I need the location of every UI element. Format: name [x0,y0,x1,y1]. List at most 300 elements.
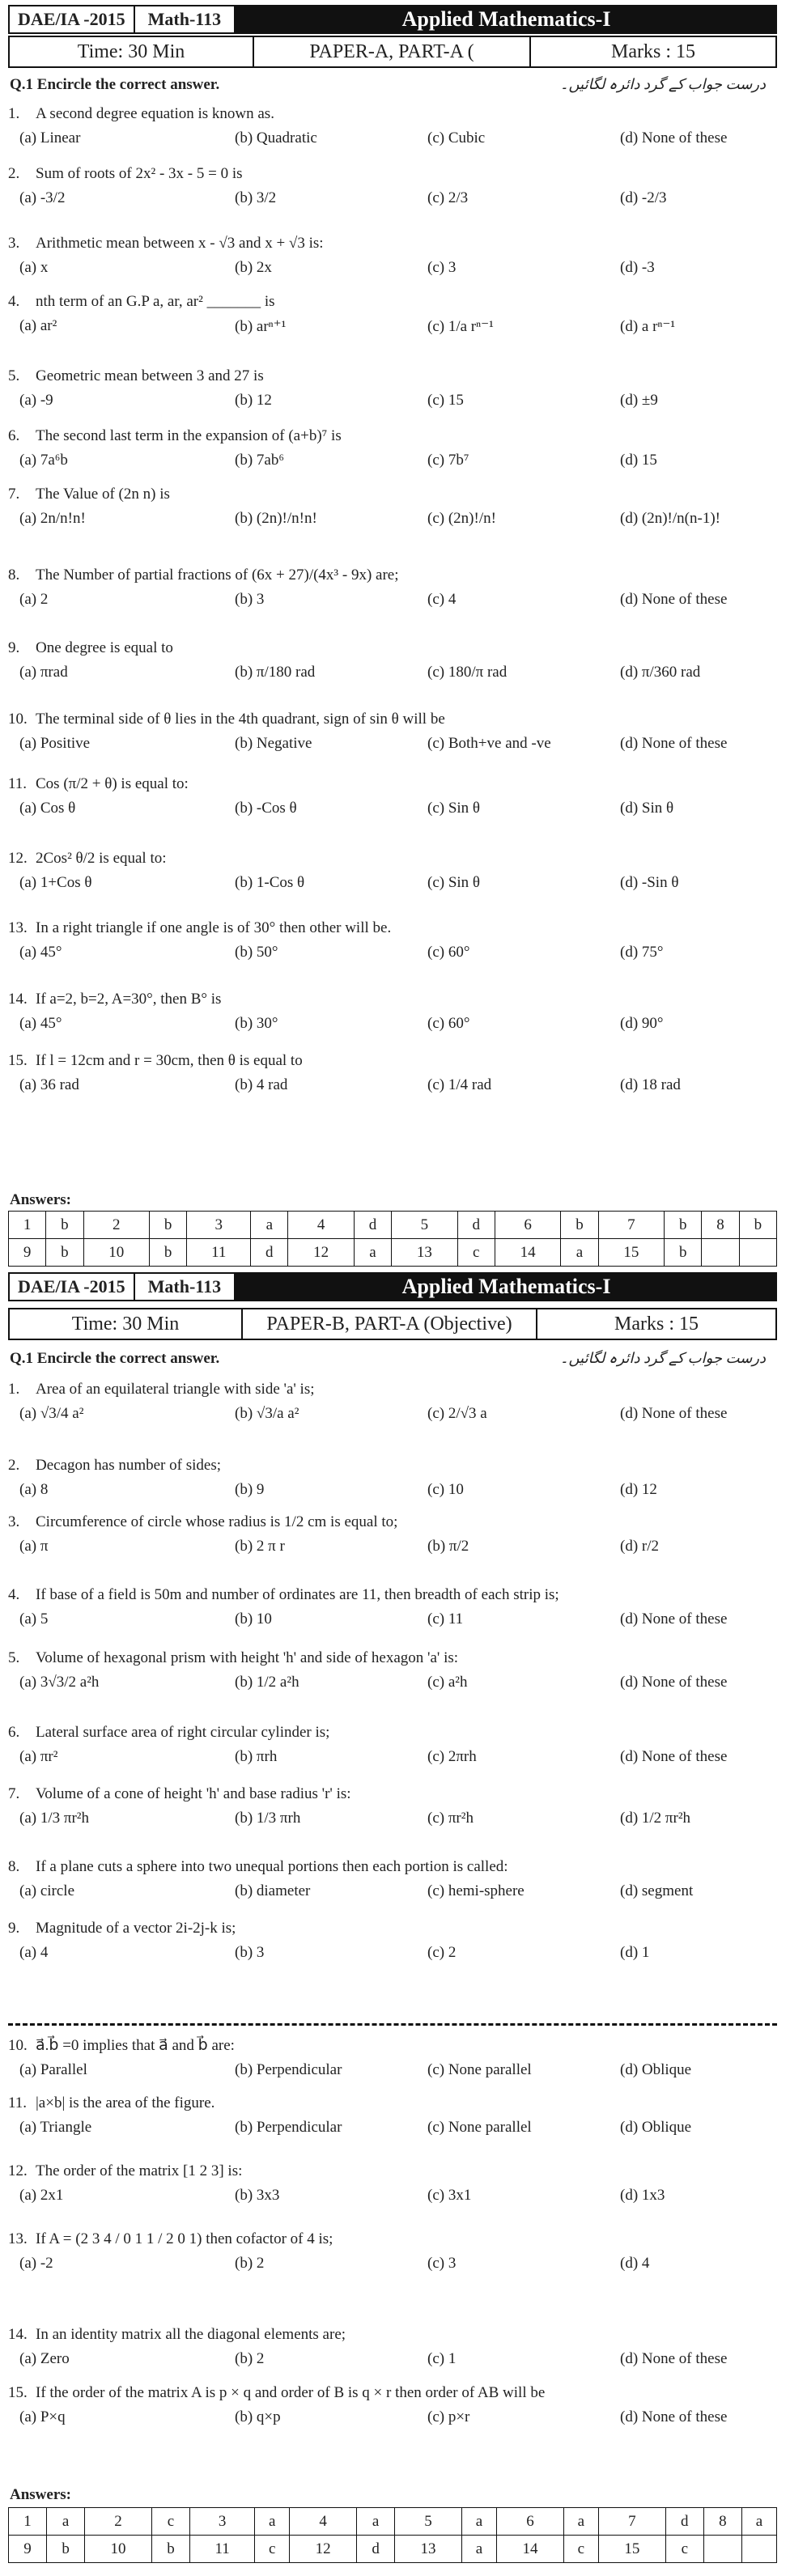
question-text: The second last term in the expansion of (a+b)⁷ is [36,427,342,444]
question-text: Volume of a cone of height 'h' and base radius 'r' is: [36,1785,351,1802]
question-text: Area of an equilateral triangle with side 'a' is; [36,1381,315,1398]
question-item [8,2162,769,2211]
option-c[interactable]: (c) 10 [427,1481,464,1498]
option-d[interactable]: (d) None of these [620,735,728,752]
question-stem [8,105,769,123]
option-d[interactable]: (d) 75° [620,944,664,961]
question-stem [8,919,769,937]
option-a[interactable]: (a) 45° [19,1015,62,1032]
option-c[interactable]: (c) None parallel [427,2119,532,2136]
answer-qnum: 11 [190,2536,255,2563]
question-item [8,2384,769,2433]
answer-qnum: 8 [702,1212,739,1239]
option-c[interactable]: (c) 3 [427,2255,457,2272]
paper-a-meta [8,36,777,68]
option-c[interactable]: (c) 2/√3 a [427,1405,487,1422]
option-b[interactable]: (b) arⁿ⁺¹ [235,318,287,335]
option-d[interactable]: (d) None of these [620,1405,728,1422]
answer-qnum: 1 [9,1212,46,1239]
answer-letter: b [150,1239,187,1267]
question-text: If a=2, b=2, A=30°, then B° is [36,991,222,1008]
option-d[interactable]: (d) None of these [620,1611,728,1628]
options-row [8,1882,769,1907]
answer-letter: b [561,1212,598,1239]
option-c[interactable]: (c) 180/π rad [427,664,508,681]
option-a[interactable]: (a) 8 [19,1481,49,1498]
options-row [8,2119,769,2143]
answer-qnum: 5 [395,2508,462,2536]
question-item [8,1920,769,1968]
subject-code: Math-113 [135,5,236,34]
option-d[interactable]: (d) -3 [620,259,655,276]
question-text: The terminal side of θ lies in the 4th quadrant, sign of sin θ will be [36,711,445,728]
option-a[interactable]: (a) Zero [19,2350,70,2367]
answer-qnum: 7 [598,1212,664,1239]
question-text: Magnitude of a vector 2i-2j-k is; [36,1920,236,1937]
option-b[interactable]: (b) 50° [235,944,278,961]
question-number: 3. [8,235,20,252]
option-a[interactable]: (a) 45° [19,944,62,961]
option-b[interactable]: (b) q×p [235,2408,281,2425]
question-text: Volume of hexagonal prism with height 'h' and side of hexagon 'a' is: [36,1649,459,1666]
question-stem [8,2326,769,2344]
option-b[interactable]: (b) (2n)!/n!n! [235,510,317,527]
option-d[interactable]: (d) segment [620,1882,694,1899]
option-a[interactable]: (a) Cos θ [19,800,76,817]
option-c[interactable]: (c) Both+ve and -ve [427,735,551,752]
option-c[interactable]: (c) p×r [427,2408,470,2425]
option-c[interactable]: (c) hemi-sphere [427,1882,525,1899]
option-c[interactable]: (c) Sin θ [427,800,481,817]
answer-letter: b [665,1212,702,1239]
option-d[interactable]: (d) (2n)!/n(n-1)! [620,510,720,527]
option-c[interactable]: (c) 1 [427,2350,457,2367]
option-b[interactable]: (b) 30° [235,1015,278,1032]
option-b[interactable]: (b) 1/3 πrh [235,1810,301,1827]
question-text: If base of a field is 50m and number of ordinates are 11, then breadth of each strip is; [36,1586,559,1603]
answer-letter: c [665,2536,703,2563]
question-stem [8,165,769,183]
option-d[interactable]: (d) 90° [620,1015,664,1032]
option-b[interactable]: (b) πrh [235,1748,278,1765]
question-number: 7. [8,1785,20,1802]
option-b[interactable]: (b) 2 [235,2255,265,2272]
question-stem [8,1052,769,1070]
answer-letter: b [739,1212,776,1239]
exam-code: DAE/IA -2015 [8,1272,135,1301]
option-d[interactable]: (d) -Sin θ [620,874,679,891]
question-number: 6. [8,1724,20,1741]
paper-title: Applied Mathematics-I [236,5,777,34]
question-number: 2. [8,165,20,182]
option-a[interactable]: (a) Triangle [19,2119,92,2136]
option-c[interactable]: (c) 3 [427,259,457,276]
answer-letter: c [255,2536,290,2563]
question-number: 11. [8,775,28,792]
option-a[interactable]: (a) 1/3 πr²h [19,1810,89,1827]
question-text: Lateral surface area of right circular cylinder is; [36,1724,330,1741]
answer-qnum: 4 [290,2508,357,2536]
question-number: 6. [8,427,20,444]
question-stem [8,427,769,445]
option-c[interactable]: (b) π/2 [427,1538,469,1555]
option-a[interactable]: (a) 2 [19,591,49,608]
option-b[interactable]: (b) 2x [235,259,272,276]
option-a[interactable]: (a) 3√3/2 a²h [19,1674,100,1691]
question-stem [8,567,769,584]
option-d[interactable]: (d) None of these [620,2408,728,2425]
option-a[interactable]: (a) 4 [19,1944,49,1961]
option-c[interactable]: (c) None parallel [427,2061,532,2078]
option-d[interactable]: (d) 15 [620,452,657,469]
option-b[interactable]: (b) 12 [235,392,272,409]
question-number: 4. [8,1586,20,1603]
answer-row [9,2508,777,2536]
option-c[interactable]: (c) a²h [427,1674,468,1691]
question-number: 3. [8,1513,20,1530]
question-number: 2. [8,1457,20,1474]
answer-qnum: 9 [9,2536,47,2563]
option-b[interactable]: (b) 3 [235,591,265,608]
option-d[interactable]: (d) None of these [620,1674,728,1691]
question-text: nth term of an G.P a, ar, ar² _______ is [36,293,275,310]
question-number: 1. [8,1381,20,1398]
option-c[interactable]: (c) 7b⁷ [427,452,469,469]
option-c[interactable]: (c) 15 [427,392,464,409]
options-row [8,392,769,416]
answer-qnum: 13 [392,1239,457,1267]
option-d[interactable]: (d) r/2 [620,1538,660,1555]
answer-letter: a [563,2508,598,2536]
option-d[interactable]: (d) 4 [620,2255,650,2272]
question-number: 13. [8,2230,28,2247]
question-text: In an identity matrix all the diagonal elements are; [36,2326,346,2343]
option-c[interactable]: (c) 2/3 [427,189,469,206]
question-text: Arithmetic mean between x - √3 and x + √3 is: [36,235,324,252]
options-row [8,1748,769,1772]
option-d[interactable]: (d) 18 rad [620,1076,681,1093]
option-b[interactable]: (b) 4 rad [235,1076,288,1093]
question-stem [8,2162,769,2180]
question-text: In a right triangle if one angle is of 30° then other will be. [36,919,392,936]
answer-qnum: 9 [9,1239,46,1267]
option-c[interactable]: (c) πr²h [427,1810,474,1827]
option-b[interactable]: (b) 3x3 [235,2187,280,2204]
options-row [8,2408,769,2433]
question-item [8,991,769,1039]
question-item [8,367,769,416]
option-b[interactable]: (b) π/180 rad [235,664,316,681]
question-stem [8,2094,769,2112]
divider [8,2023,777,2026]
option-d[interactable]: (d) None of these [620,2350,728,2367]
option-c[interactable]: (c) 1/4 rad [427,1076,492,1093]
question-text: Circumference of circle whose radius is 1/2 cm is equal to; [36,1513,398,1530]
option-d[interactable]: (d) None of these [620,591,728,608]
paper-title: Applied Mathematics-I [236,1272,777,1301]
question-item [8,2036,769,2086]
question-stem [8,486,769,503]
option-c[interactable]: (c) 4 [427,591,457,608]
option-d[interactable]: (d) -2/3 [620,189,667,206]
option-a[interactable]: (a) 2n/n!n! [19,510,86,527]
answer-letter: a [561,1239,598,1267]
options-row [8,510,769,534]
option-d[interactable]: (d) None of these [620,1748,728,1765]
question-text: Cos (π/2 + θ) is equal to: [36,775,189,792]
option-a[interactable]: (a) 36 rad [19,1076,79,1093]
question-number: 8. [8,567,20,584]
option-c[interactable]: (c) Cubic [427,129,486,146]
question-stem [8,1724,769,1742]
question-item [8,1513,769,1562]
answer-letter: a [357,2508,395,2536]
option-a[interactable]: (a) x [19,259,49,276]
option-a[interactable]: (a) -3/2 [19,189,66,206]
answer-row [9,1239,777,1267]
option-b[interactable]: (b) 1/2 a²h [235,1674,299,1691]
option-b[interactable]: (b) 3 [235,1944,265,1961]
option-b[interactable]: (b) Perpendicular [235,2119,342,2136]
option-b[interactable]: (b) -Cos θ [235,800,297,817]
answer-letter: d [251,1239,288,1267]
question-number: 14. [8,991,28,1008]
paper-label: PAPER-A, PART-A ( [254,37,531,66]
options-row [8,735,769,759]
question-number: 1. [8,105,20,122]
question-number: 8. [8,1858,20,1875]
answer-letter [739,1239,776,1267]
question-item [8,293,769,342]
answer-letter: b [665,1239,702,1267]
option-a[interactable]: (a) πr² [19,1748,58,1765]
option-d[interactable]: (d) π/360 rad [620,664,701,681]
question-stem [8,1858,769,1876]
question-text: a⃗.b⃗ =0 implies that a⃗ and b⃗ are: [36,2037,235,2054]
question-number: 13. [8,919,28,936]
option-c[interactable]: (c) (2n)!/n! [427,510,496,527]
answer-qnum: 6 [495,1212,560,1239]
options-row [8,452,769,476]
exam-code: DAE/IA -2015 [8,5,135,34]
options-row [8,664,769,688]
answer-qnum: 14 [495,1239,560,1267]
option-d[interactable]: (d) a rⁿ⁻¹ [620,318,676,335]
option-d[interactable]: (d) 12 [620,1481,657,1498]
question-item [8,850,769,898]
options-row [8,874,769,898]
option-b[interactable]: (b) 3/2 [235,189,277,206]
question-text: The order of the matrix [1 2 3] is: [36,2162,243,2179]
question-text: If a plane cuts a sphere into two unequal portions then each portion is called: [36,1858,508,1875]
paper-label: PAPER-B, PART-A (Objective) [243,1309,537,1339]
options-row [8,1944,769,1968]
answer-qnum: 7 [598,2508,665,2536]
option-d[interactable]: (d) None of these [620,129,728,146]
question-number: 9. [8,1920,20,1937]
answer-letter: c [563,2536,598,2563]
question-number: 14. [8,2326,28,2343]
option-a[interactable]: (a) -2 [19,2255,53,2272]
answer-letter: d [457,1212,495,1239]
options-row [8,189,769,214]
option-b[interactable]: (b) 2 [235,2350,265,2367]
option-c[interactable]: (c) 3x1 [427,2187,472,2204]
answer-row [9,1212,777,1239]
option-b[interactable]: (b) 1-Cos θ [235,874,305,891]
question-stem [8,775,769,793]
option-d[interactable]: (d) Sin θ [620,800,674,817]
q-heading: Q.1 Encircle the correct answer. [10,1350,220,1367]
answer-qnum: 5 [392,1212,457,1239]
option-a[interactable]: (a) Parallel [19,2061,87,2078]
question-item [8,775,769,824]
question-stem [8,1381,769,1398]
question-stem [8,2384,769,2402]
option-b[interactable]: (b) 7ab⁶ [235,452,284,469]
question-stem [8,711,769,728]
answer-qnum [703,2536,741,2563]
options-row [8,2350,769,2374]
option-a[interactable]: (a) -9 [19,392,53,409]
option-a[interactable]: (a) Positive [19,735,91,752]
answer-qnum: 12 [288,1239,354,1267]
question-text: If l = 12cm and r = 30cm, then θ is equal to [36,1052,303,1069]
question-number: 5. [8,1649,20,1666]
question-item [8,919,769,968]
answer-letter [741,2536,776,2563]
option-b[interactable]: (b) 10 [235,1611,272,1628]
question-item [8,1381,769,1429]
option-d[interactable]: (d) ±9 [620,392,658,409]
option-c[interactable]: (c) 60° [427,1015,470,1032]
answer-qnum: 15 [598,1239,664,1267]
urdu-instruction: درست جواب کے گرد دائرہ لگائیں۔ [559,1350,766,1366]
marks-label: Marks : 15 [614,1313,699,1335]
option-c[interactable]: (c) 2πrh [427,1748,477,1765]
answer-qnum: 6 [497,2508,564,2536]
question-stem [8,2036,769,2055]
option-a[interactable]: (a) P×q [19,2408,66,2425]
option-b[interactable]: (b) Quadratic [235,129,317,146]
answer-letter: d [357,2536,395,2563]
question-stem [8,293,769,311]
option-a[interactable]: (a) Linear [19,129,81,146]
question-item [8,1724,769,1772]
question-stem [8,639,769,657]
option-a[interactable]: (a) circle [19,1882,75,1899]
answers-label: Answers: [10,1191,71,1208]
options-row [8,1674,769,1698]
answer-letter: d [354,1212,391,1239]
options-row [8,1405,769,1429]
answer-qnum: 11 [187,1239,251,1267]
option-a[interactable]: (a) √3/4 a² [19,1405,84,1422]
option-c[interactable]: (c) 11 [427,1611,464,1628]
urdu-instruction: درست جواب کے گرد دائرہ لگائیں۔ [559,76,766,92]
options-row [8,129,769,154]
option-c[interactable]: (c) 2 [427,1944,457,1961]
option-d[interactable]: (d) Oblique [620,2061,692,2078]
options-row [8,1076,769,1101]
option-b[interactable]: (b) √3/a a² [235,1405,299,1422]
option-d[interactable]: (d) 1x3 [620,2187,665,2204]
options-row [8,944,769,968]
answer-letter: b [151,2536,189,2563]
option-d[interactable]: (d) 1/2 πr²h [620,1810,691,1827]
question-item [8,105,769,154]
answer-letter: c [457,1239,495,1267]
question-item [8,486,769,534]
question-text: If A = (2 3 4 / 0 1 1 / 2 0 1) then cofactor of 4 is; [36,2230,333,2247]
option-b[interactable]: (b) 2 π r [235,1538,285,1555]
paper-b-meta [8,1308,777,1340]
option-a[interactable]: (a) 1+Cos θ [19,874,92,891]
options-row [8,1481,769,1505]
question-number: 15. [8,1052,28,1069]
answer-letter: d [665,2508,703,2536]
question-item [8,639,769,688]
option-c[interactable]: (c) Sin θ [427,874,481,891]
option-a[interactable]: (a) 7a⁶b [19,452,68,469]
question-text: The Value of (2n n) is [36,486,170,503]
answer-letter: c [151,2508,189,2536]
answer-qnum: 4 [288,1212,354,1239]
options-row [8,1015,769,1039]
option-c[interactable]: (c) 60° [427,944,470,961]
option-d[interactable]: (d) 1 [620,1944,650,1961]
answer-letter: a [741,2508,776,2536]
option-a[interactable]: (a) πrad [19,664,68,681]
option-a[interactable]: (a) ar² [19,317,57,334]
answer-letter: a [255,2508,290,2536]
options-row [8,800,769,824]
answer-letter: b [150,1212,187,1239]
option-b[interactable]: (b) 9 [235,1481,265,1498]
option-a[interactable]: (a) 5 [19,1611,49,1628]
question-text: 2Cos² θ/2 is equal to: [36,850,167,867]
option-a[interactable]: (a) 2x1 [19,2187,64,2204]
question-stem [8,1785,769,1803]
question-item [8,165,769,214]
subject-code: Math-113 [135,1272,236,1301]
question-number: 10. [8,2037,28,2054]
options-row [8,591,769,615]
answer-letter: b [47,2536,85,2563]
marks-label: Marks : 15 [611,40,695,62]
question-stem [8,1649,769,1667]
question-text: Sum of roots of 2x² - 3x - 5 = 0 is [36,165,243,182]
option-c[interactable]: (c) 1/a rⁿ⁻¹ [427,318,494,335]
option-b[interactable]: (b) Perpendicular [235,2061,342,2078]
options-row [8,259,769,283]
option-d[interactable]: (d) Oblique [620,2119,692,2136]
paper-a-header [8,5,777,34]
question-stem [8,991,769,1008]
option-a[interactable]: (a) π [19,1538,49,1555]
answer-qnum [702,1239,739,1267]
question-text: Geometric mean between 3 and 27 is [36,367,264,384]
question-item [8,711,769,759]
question-item [8,1649,769,1698]
answer-qnum: 8 [703,2508,741,2536]
option-b[interactable]: (b) Negative [235,735,312,752]
answer-qnum: 10 [83,1239,149,1267]
option-b[interactable]: (b) diameter [235,1882,311,1899]
question-item [8,1457,769,1505]
question-item [8,1858,769,1907]
question-stem [8,1457,769,1475]
